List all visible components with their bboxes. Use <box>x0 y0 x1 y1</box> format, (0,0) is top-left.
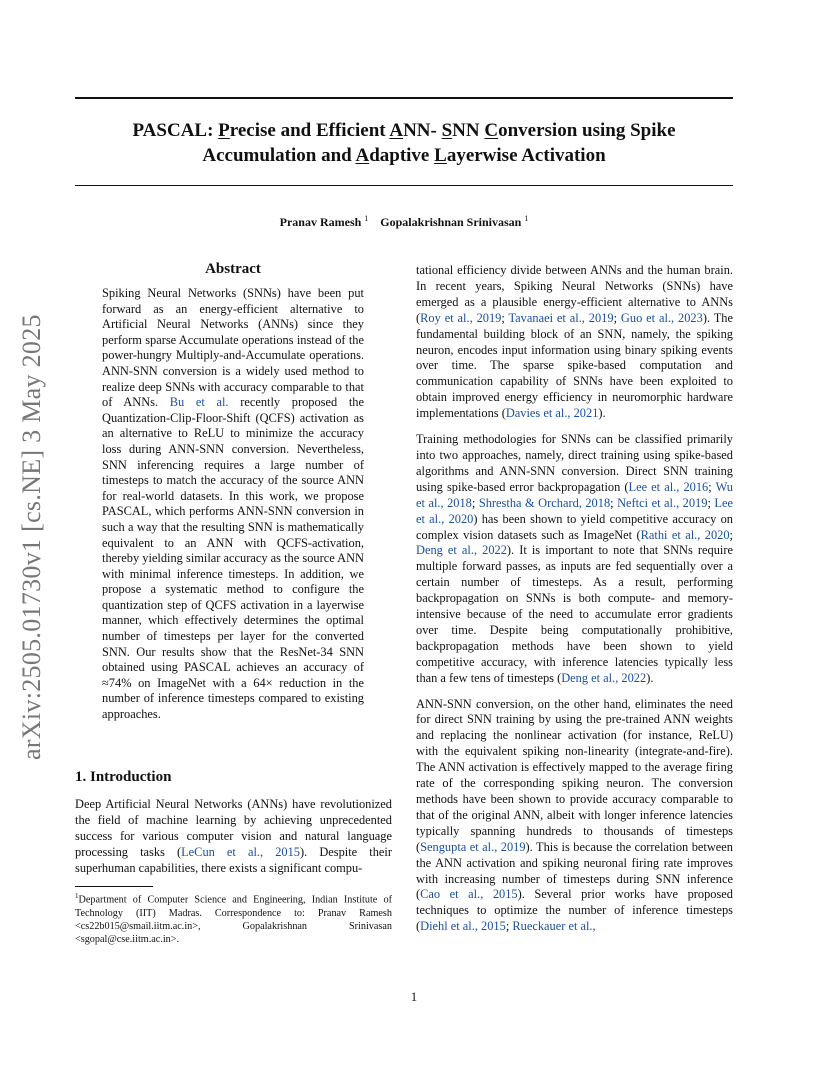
abstract-heading: Abstract <box>205 261 261 277</box>
citation-link[interactable]: Deng et al., 2022 <box>416 543 507 558</box>
author-name: Pranav Ramesh <box>279 215 362 229</box>
citation-link[interactable]: Guo et al., 2023 <box>620 310 703 325</box>
citation-link[interactable]: Wu et al., 2018 <box>416 479 733 510</box>
citation-link[interactable]: Rathi et al., 2020 <box>640 527 730 542</box>
author-name: Gopalakrishnan Srinivasan <box>380 215 522 229</box>
citation-link[interactable]: Neftci et al., 2019 <box>617 495 708 510</box>
introduction-body: Deep Artificial Neural Networks (ANNs) have revolutionized the field of machine learning by achieving unprecedented success for various computer vision and natural language processing tasks (LeCun et al., 2015). Despite their superhuman capabilities, there exists a significant compu- <box>75 797 392 875</box>
citation-link[interactable]: LeCun et al., 2015 <box>181 844 300 859</box>
section-heading-introduction: 1. Introduction <box>75 769 172 785</box>
affiliation-mark: 1 <box>364 214 369 223</box>
citation-link[interactable]: Roy et al., 2019 <box>420 310 502 325</box>
paper-title: PASCAL: Precise and Efficient ANN- SNN Conversion using Spike Accumulation and Adaptive Layerwise Activation <box>132 120 676 166</box>
citation-link[interactable]: Sengupta et al., 2019 <box>420 839 526 854</box>
citation-link[interactable]: Diehl et al., 2015 <box>420 919 506 934</box>
citation-link[interactable]: Lee et al., 2016 <box>628 479 709 494</box>
citation-link[interactable]: Bu et al. <box>169 395 229 410</box>
citation-link[interactable]: Cao et al., 2015 <box>420 887 518 902</box>
author-list <box>75 214 733 230</box>
paragraph: tational efficiency divide between ANNs and the human brain. In recent years, Spiking Neural Networks (SNNs) have emerged as a plausible energy-efficient alternative to ANNs (Roy et al., 2019; Tavanaei et al., 2019; Guo et al., 2023). The fundamental building block of an SNN, namely, the spiking neuron, encodes input information using binary spiking events over time. The sparse spike-based computation and communication capability of SNNs have been exploited to obtain improved energy efficiency in neuromorphic hardware implementations (Davies et al., 2021). <box>416 263 733 421</box>
citation-link[interactable]: Shrestha & Orchard, 2018 <box>478 495 611 510</box>
citation-link[interactable]: Lee et al., 2020 <box>416 495 733 526</box>
arxiv-stamp: arXiv:2505.01730v1 [cs.NE] 3 May 2025 <box>17 314 46 760</box>
citation-link[interactable]: Tavanaei et al., 2019 <box>508 310 614 325</box>
citation-link[interactable]: Davies et al., 2021 <box>505 406 599 421</box>
title-bottom-rule <box>75 185 733 186</box>
footnote-rule <box>75 886 153 887</box>
affiliation-mark: 1 <box>524 214 529 223</box>
citation-link[interactable]: Rueckauer et al., <box>512 919 596 934</box>
affiliation-footnote: $^1$Department of Computer Science and Engineering, Indian Institute of Technology (IIT) Madras. Correspondence to: Pranav Ramesh <cs22b015@smail.iitm.ac.in>, Gopalakrishnan Srinivasan <sgopal@cse.iitm.ac.in>. <box>75 892 392 946</box>
abstract-body: Spiking Neural Networks (SNNs) have been put forward as an energy-efficient alternative to Artificial Neural Networks (ANNs) since they perform sparse Accumulate operations instead of the power-hungry Multiply-and-Accumulate operations. ANN-SNN conversion is a widely used method to realize deep SNNs with accuracy comparable to that of ANNs. Bu et al. recently proposed the Quantization-Clip-Floor-Shift (QCFS) activation as an alternative to ReLU to minimize the accuracy loss during ANN-SNN conversion. Nevertheless, SNN inferencing requires a large number of timesteps to match the accuracy of the source ANN for real-world datasets. In this work, we propose PASCAL, which performs ANN-SNN conversion in such a way that the resulting SNN is mathematically equivalent to an ANN with QCFS-activation, thereby yielding similar accuracy as the source ANN with minimal inference timesteps. In addition, we propose a systematic method to configure the quantization step of QCFS activation in a layerwise manner, which effectively determines the optimal number of timesteps per layer for the converted SNN. Our results show that the ResNet-34 SNN obtained using PASCAL achieves an accuracy of ≈74% on ImageNet with a 64× reduction in the number of inference timesteps compared to existing approaches. <box>102 286 364 722</box>
paragraph: ANN-SNN conversion, on the other hand, eliminates the need for direct SNN training by using the pre-trained ANN weights and replacing the nonlinear activation (for instance, ReLU) with the equivalent spiking non-linearity (integrate-and-fire). The ANN activation is effectively mapped to the average firing rate of the corresponding spiking neuron. The conversion methods have been shown to provide accuracy comparable to that of the original ANN, albeit with longer inference latencies typically spanning hundreds to thousands of timesteps (Sengupta et al., 2019). This is because the correlation between the ANN activation and spiking neuronal firing rate improves with increasing number of timesteps during SNN inference (Cao et al., 2015). Several prior works have proposed techniques to optimize the number of inference timesteps (Diehl et al., 2015; Rueckauer et al., <box>416 696 733 934</box>
page-number: 1 <box>410 990 418 1004</box>
citation-link[interactable]: Deng et al., 2022 <box>561 670 647 685</box>
title-top-rule <box>75 97 733 99</box>
paragraph: Training methodologies for SNNs can be classified primarily into two approaches, namely, direct training using spike-based algorithms and ANN-SNN conversion. Direct SNN training using spike-based error backpropagation (Lee et al., 2016; Wu et al., 2018; Shrestha & Orchard, 2018; Neftci et al., 2019; Lee et al., 2020) has been shown to yield competitive accuracy on complex vision datasets such as ImageNet (Rathi et al., 2020; Deng et al., 2022). It is important to note that SNNs require multiple forward passes, as inputs are fed sequentially over a certain number of timesteps. As a result, performing backpropagation on SNNs is both compute- and memory-intensive because of the need to accumulate error gradients over time. Despite being computationally prohibitive, backpropagation methods have been shown to yield competitive accuracy, with inference latencies typically less than a few tens of timesteps (Deng et al., 2022). <box>416 432 734 685</box>
right-column <box>416 263 733 945</box>
